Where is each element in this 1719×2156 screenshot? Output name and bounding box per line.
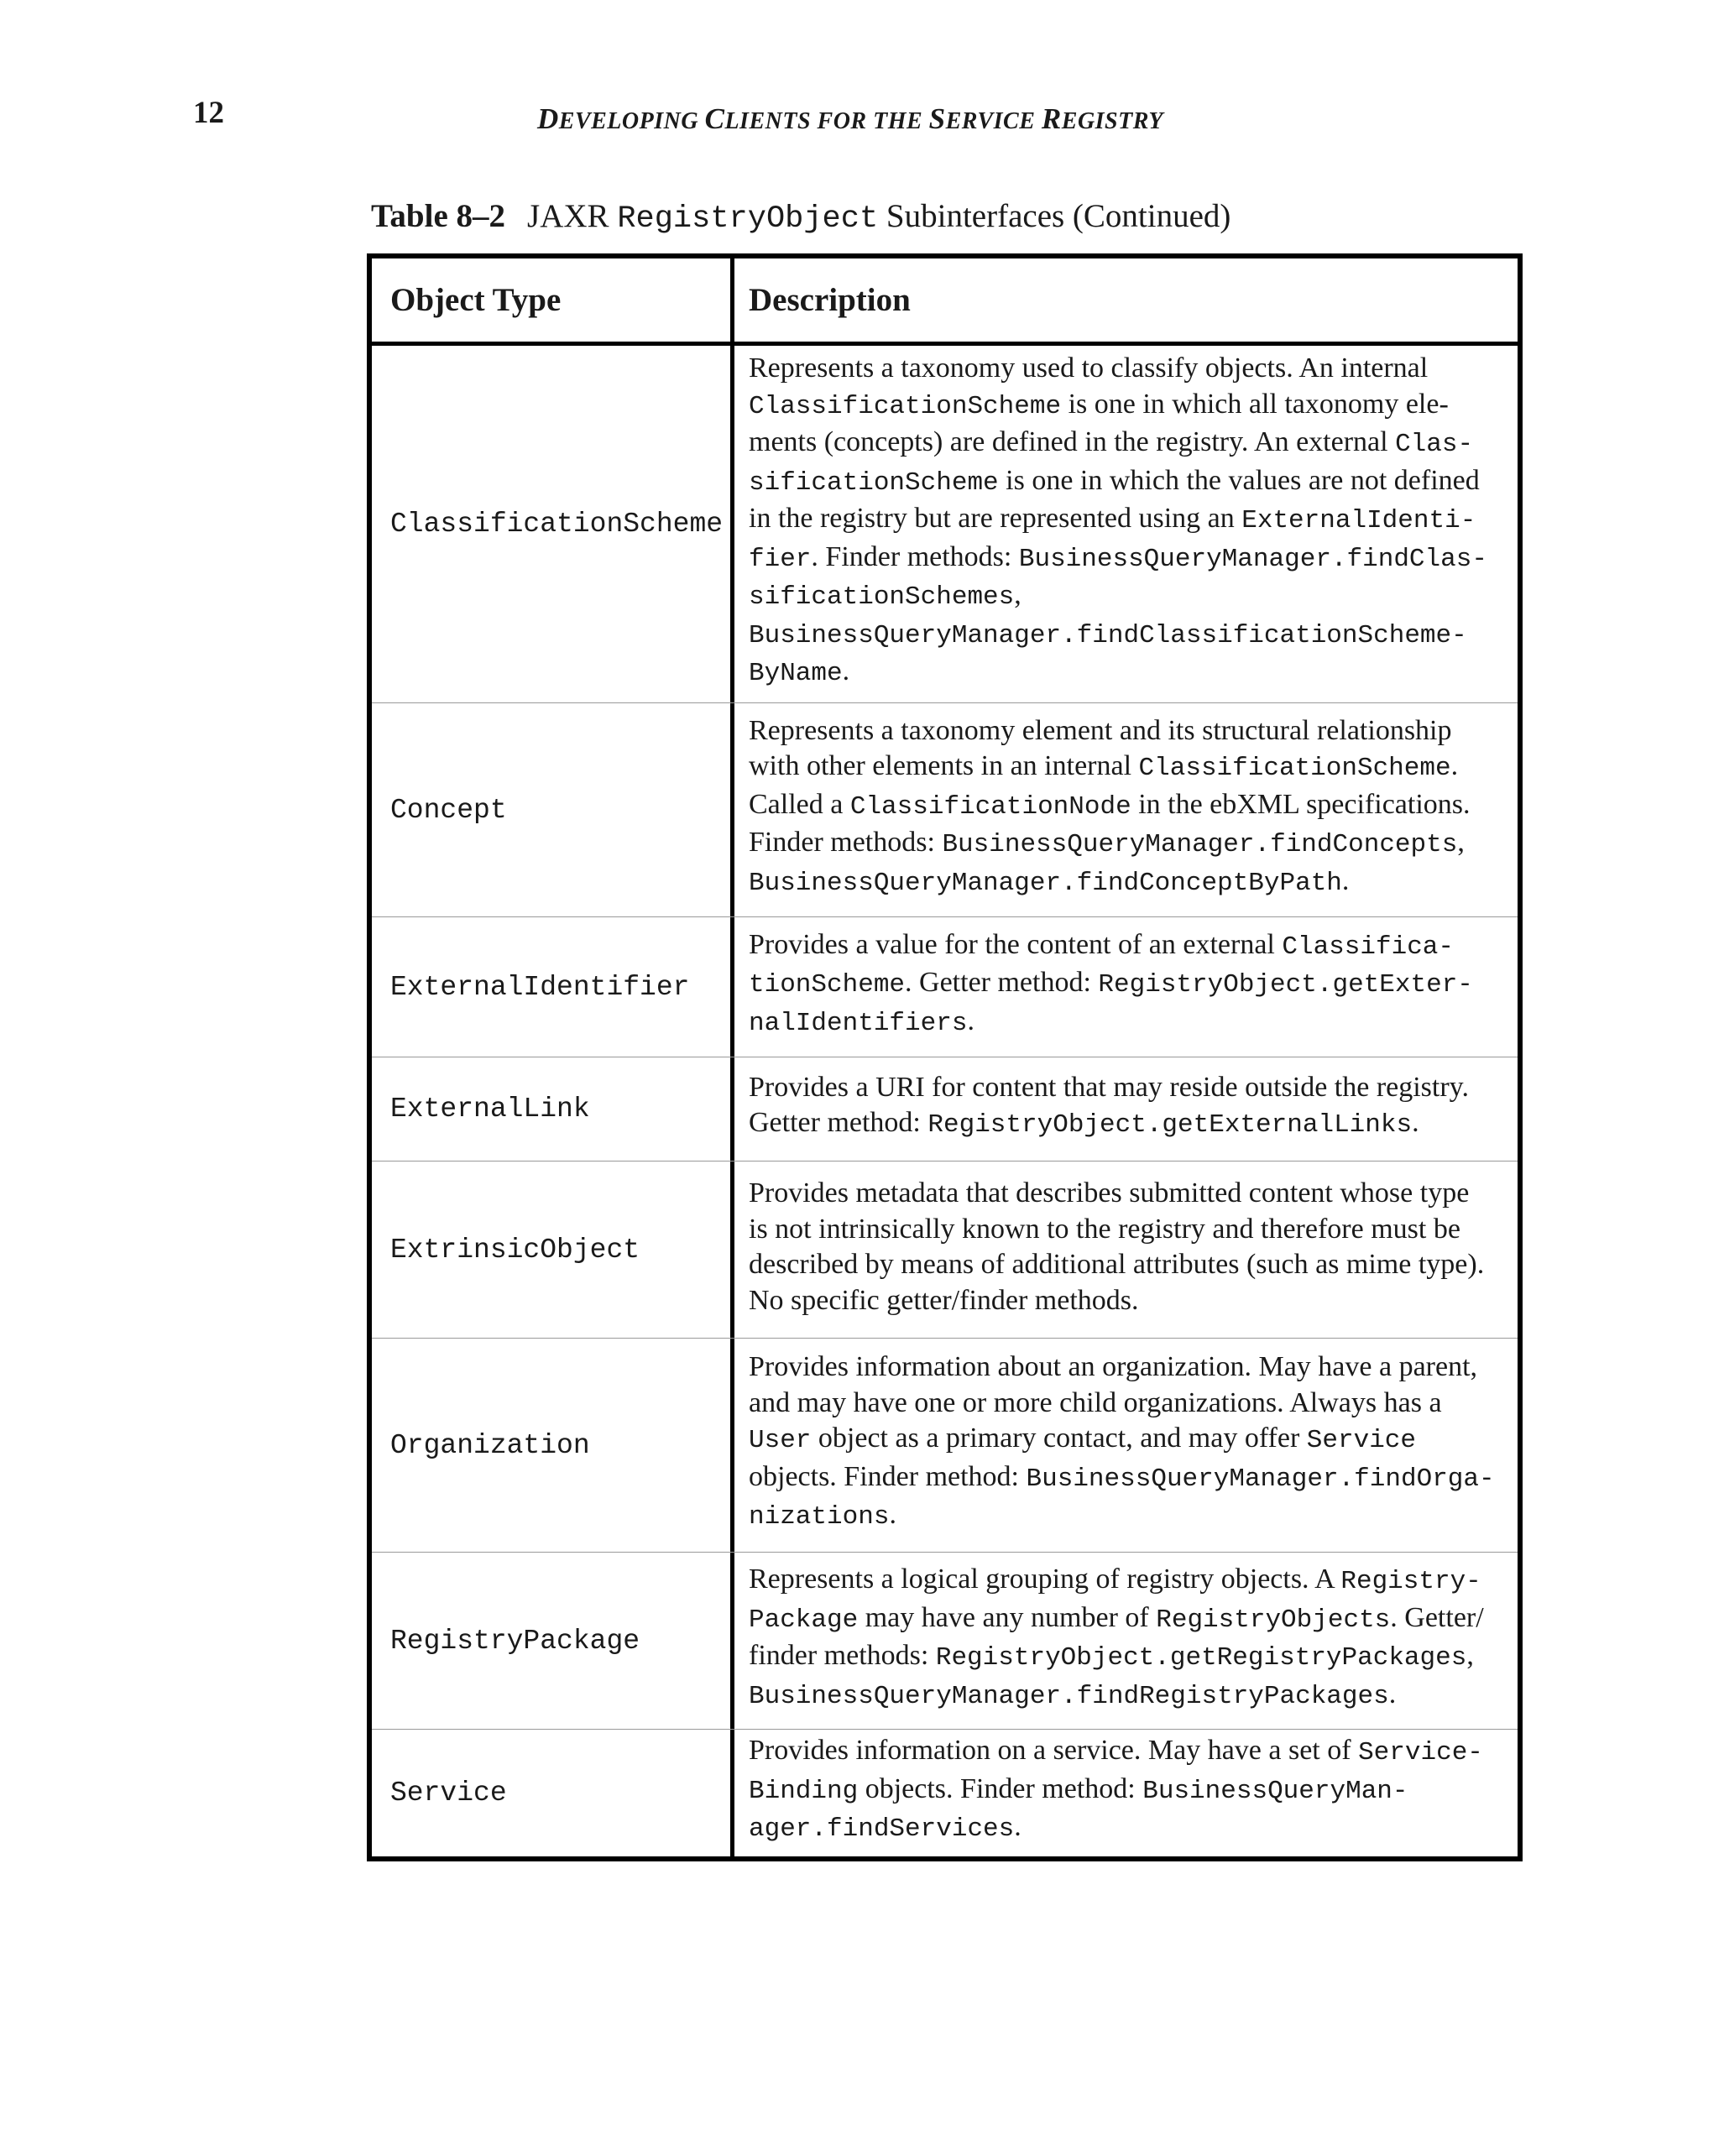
text-span: is one in which all taxonomy ele- (1061, 388, 1449, 420)
subinterfaces-table (367, 253, 1523, 1861)
description-line (749, 787, 1471, 826)
table-caption-code: RegistryObject (617, 201, 879, 237)
code-span: BusinessQueryManager.findClassificationScheme- (749, 620, 1467, 650)
description-text (749, 713, 1471, 902)
description-line (749, 425, 1487, 463)
description-line (749, 1459, 1495, 1498)
description-cell (749, 917, 1508, 1057)
code-span: ByName (749, 659, 843, 689)
code-span: BusinessQueryMan- (1142, 1776, 1408, 1806)
text-span: , (1457, 827, 1465, 859)
text-span: No specific getter/finder methods. (749, 1284, 1139, 1316)
table-row (372, 917, 1518, 1057)
text-span: . Finder methods: (811, 540, 1019, 572)
table-caption-suffix: Subinterfaces (Continued) (886, 198, 1231, 234)
text-span: described by means of additional attributes (such as mime type). (749, 1249, 1485, 1280)
code-span: ager.findServices (749, 1814, 1015, 1845)
text-span: Provides information about an organization. May have a parent, (749, 1351, 1478, 1383)
object-type-cell: RegistryPackage (390, 1625, 640, 1657)
description-line (749, 1070, 1469, 1106)
table-row (372, 1730, 1518, 1856)
code-span: BusinessQueryManager.findConcepts (942, 830, 1458, 860)
text-span: is not intrinsically known to the registry and therefore must be (749, 1213, 1460, 1245)
description-line (749, 1600, 1484, 1639)
text-span: . (842, 655, 850, 687)
code-span: ClassificationScheme (1138, 754, 1451, 784)
code-span: BusinessQueryManager.findConceptByPath (749, 868, 1342, 898)
text-span: . (1450, 750, 1459, 782)
text-span: in the ebXML specifications. (1131, 788, 1471, 820)
description-line (749, 1212, 1484, 1248)
description-line (749, 387, 1487, 425)
object-type-cell: ExtrinsicObject (390, 1234, 640, 1266)
description-line (749, 1105, 1469, 1144)
description-line (749, 577, 1487, 616)
text-span: Getter method: (749, 1107, 928, 1138)
table-caption-label: Table 8–2 (371, 198, 506, 234)
description-text (749, 1349, 1495, 1536)
code-span: nizations (749, 1502, 890, 1532)
object-type-cell: Organization (390, 1429, 590, 1461)
text-span: , (1466, 1640, 1474, 1671)
text-span: Represents a taxonomy used to classify objects. An internal (749, 352, 1429, 384)
description-line (749, 927, 1473, 966)
description-line (749, 501, 1487, 540)
table-caption-prefix: JAXR (527, 198, 609, 234)
code-span: ClassificationScheme (749, 391, 1062, 421)
header-description: Description (749, 282, 911, 318)
code-span: Registry- (1340, 1567, 1481, 1596)
code-span: tionScheme (749, 970, 906, 1000)
text-span: is one in which the values are not defined (998, 464, 1480, 496)
description-line (749, 1772, 1483, 1810)
text-span: Provides a URI for content that may reside outside the registry. (749, 1071, 1469, 1103)
text-span: . (889, 1499, 896, 1531)
description-cell (749, 1339, 1508, 1552)
text-span: ments (concepts) are defined in the registry. An external (749, 426, 1396, 458)
code-span: RegistryObject.getExter- (1098, 970, 1473, 1000)
text-span: . (1412, 1107, 1419, 1138)
description-line (749, 713, 1471, 749)
text-span: objects. Finder method: (749, 1460, 1027, 1492)
text-span: Represents a logical grouping of registry objects. A (749, 1563, 1341, 1595)
code-span: Classifica- (1282, 932, 1455, 962)
description-line (749, 1562, 1484, 1600)
code-span: Package (749, 1605, 859, 1635)
description-line (749, 864, 1471, 902)
description-line (749, 1809, 1483, 1848)
table-row (372, 1057, 1518, 1162)
text-span: . (1341, 864, 1350, 896)
description-line (749, 1497, 1495, 1536)
text-span: Represents a taxonomy element and its structural relationship (749, 714, 1452, 746)
code-span: RegistryObject.getExternalLinks (927, 1110, 1413, 1140)
text-span: in the registry but are represented using an (749, 503, 1242, 535)
description-line (749, 351, 1487, 387)
table-row (372, 346, 1518, 703)
description-cell (749, 1162, 1508, 1338)
code-span: RegistryObjects (1156, 1605, 1391, 1635)
object-type-cell: ClassificationScheme (390, 509, 724, 540)
table-caption (371, 200, 1230, 235)
description-cell (749, 1730, 1508, 1856)
text-span: object as a primary contact, and may offer (811, 1423, 1307, 1454)
description-text (749, 927, 1473, 1042)
table-row (372, 1339, 1518, 1553)
text-span: . Getter/ (1390, 1601, 1484, 1633)
description-line (749, 1349, 1495, 1386)
table-row (372, 703, 1518, 917)
description-line (749, 1247, 1484, 1283)
code-span: ClassificationNode (849, 791, 1131, 822)
header-object-type: Object Type (390, 282, 562, 318)
code-span: BusinessQueryManager.findRegistryPackages (749, 1681, 1389, 1711)
description-line (749, 1677, 1484, 1715)
code-span: User (749, 1426, 812, 1456)
description-line (749, 1421, 1495, 1459)
description-line (749, 540, 1487, 578)
object-type-cell: ExternalIdentifier (390, 971, 690, 1003)
description-cell (749, 1057, 1508, 1161)
table-row (372, 1553, 1518, 1730)
running-head-text: DEVELOPING CLIENTS FOR THE SERVICE REGISTRY (537, 102, 1164, 135)
page-number: 12 (193, 96, 224, 130)
description-text (749, 1070, 1469, 1144)
running-head (537, 104, 1163, 133)
text-span: Called a (749, 788, 850, 820)
code-span: sificationSchemes (749, 582, 1015, 613)
text-span: Provides information on a service. May have a set of (749, 1735, 1359, 1767)
code-span: Clas- (1395, 430, 1474, 460)
description-line (749, 749, 1471, 787)
description-line (749, 1004, 1473, 1042)
object-type-cell: ExternalLink (390, 1094, 590, 1125)
description-line (749, 616, 1487, 655)
description-text (749, 1562, 1484, 1715)
code-span: sificationScheme (749, 467, 999, 498)
description-line (749, 1283, 1484, 1319)
description-text (749, 1176, 1484, 1318)
description-text (749, 1733, 1483, 1848)
text-span: finder methods: (749, 1640, 936, 1671)
code-span: Service- (1358, 1738, 1483, 1768)
text-span: objects. Finder method: (858, 1772, 1143, 1804)
description-text (749, 351, 1487, 692)
text-span: Provides metadata that describes submitted content whose type (749, 1177, 1470, 1209)
text-span: may have any number of (858, 1601, 1157, 1633)
text-span: Finder methods: (749, 827, 943, 859)
description-line (749, 965, 1473, 1004)
code-span: RegistryObject.getRegistryPackages (935, 1643, 1467, 1673)
description-cell (749, 346, 1508, 702)
text-span: . (1388, 1678, 1397, 1710)
description-line (749, 654, 1487, 692)
description-line (749, 825, 1471, 864)
text-span: and may have one or more child organizations. Always has a (749, 1386, 1442, 1418)
code-span: BusinessQueryManager.findOrga- (1026, 1464, 1495, 1494)
description-cell (749, 1553, 1508, 1729)
text-span: with other elements in an internal (749, 750, 1139, 782)
text-span: . Getter method: (905, 967, 1099, 999)
description-line (749, 1638, 1484, 1677)
text-span: , (1014, 579, 1021, 611)
description-line (749, 1386, 1495, 1422)
description-line (749, 1176, 1484, 1212)
code-span: Binding (749, 1776, 859, 1806)
code-span: BusinessQueryManager.findClas- (1018, 544, 1487, 574)
text-span: Provides a value for the content of an external (749, 928, 1283, 960)
text-span: . (1014, 1811, 1021, 1843)
code-span: Service (1306, 1426, 1417, 1456)
code-span: nalIdentifiers (749, 1008, 968, 1038)
text-span: . (967, 1005, 974, 1036)
description-line (749, 463, 1487, 502)
object-type-cell: Service (390, 1778, 507, 1809)
code-span: ExternalIdenti- (1241, 506, 1476, 536)
description-cell (749, 703, 1508, 916)
description-line (749, 1733, 1483, 1772)
object-type-cell: Concept (390, 794, 507, 826)
code-span: fier (749, 544, 812, 574)
table-row (372, 1162, 1518, 1339)
